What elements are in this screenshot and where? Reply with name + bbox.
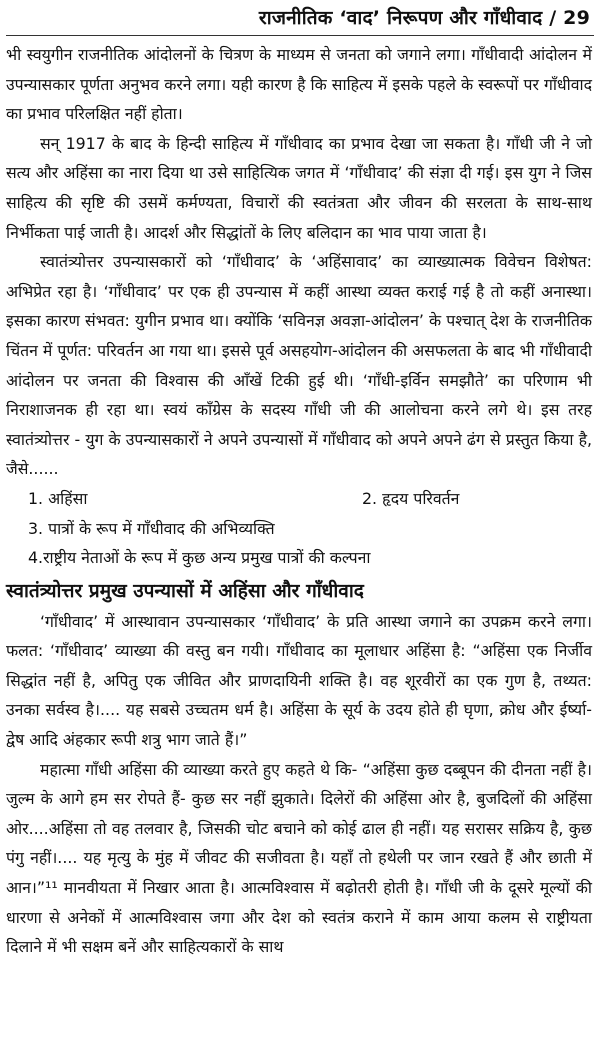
list-item: 1. अहिंसा <box>28 488 88 508</box>
paragraph: सन् 1917 के बाद के हिन्दी साहित्य में गाँधीवाद का प्रभाव देखा जा सकता है। गाँधी जी ने जो सत्य और अहिंसा का नारा दिया था उसे साहित्यिक जगत में ‘गाँधीवाद’ की संज्ञा दी गई। इस युग ने जिस साहित्य की सृष्टि की उसमें कर्मण्यता, विचारों की स्वतंत्रता और जीवन की सरलता के साथ-साथ निर्भीकता पाई जाती है। आदर्श और सिद्धांतों के लिए बलिदान का भाव पाया जाता है। <box>6 133 592 242</box>
paragraph: स्वातंत्र्योत्तर उपन्यासकारों को ‘गाँधीवाद’ के ‘अहिंसावाद’ का व्याख्यात्मक विवेचन विशेषत: अभिप्रेत रहा है। ‘गाँधीवाद’ पर एक ही उपन्यास में कहीं आस्था व्यक्त कराई गई है तो कहीं अनास्था। इसका कारण संभवत: युगीन प्रभाव था। क्योंकि ‘सविनज्ञ अवज्ञा-आंदोलन’ के पश्चात् देश के राजनीतिक चिंतन में पूर्णत: परिवर्तन आ गया था। इससे पूर्व असहयोग-आंदोलन की असफलता के बाद भी गाँधीवादी आंदोलन पर जनता की विश्वास की आँखें टिकी हुई थी। ‘गाँधी-इर्विन समझौते’ का परिणाम भी निराशाजनक ही रहा था। स्वयं काँग्रेस के सदस्य गाँधी जी की आलोचना करने लगे थे। इस तरह स्वातंत्र्योत्तर - युग के उपन्यासकारों ने अपने उपन्यासों में गाँधीवाद को अपने अपने ढंग से प्रस्तुत किया है, जैसे...... <box>6 252 592 479</box>
list-item: 3. पात्रों के रूप में गाँधीवाद की अभिव्यक्ति <box>28 518 275 538</box>
running-title: राजनीतिक ‘वाद’ निरूपण और गाँधीवाद <box>258 7 543 29</box>
title-separator: / <box>549 7 557 29</box>
page-number: 29 <box>563 7 590 29</box>
list-row <box>6 484 592 514</box>
list-item: 2. हृदय परिवर्तन <box>362 488 460 508</box>
header-rule <box>6 35 594 36</box>
paragraph: महात्मा गाँधी अहिंसा की व्याख्या करते हुए कहते थे कि- “अहिंसा कुछ दब्बूपन की दीनता नहीं है। जुल्म के आगे हम सर रोपते हैं- कुछ सर नहीं झुकाते। दिलेरों की अहिंसा ओर है, बुजदिलों की अहिंसा ओर....अहिंसा तो वह तलवार है, जिसकी चोट बचाने को कोई ढाल ही नहीं। यह सरासर सक्रिय है, कुछ पंगु नहीं।.... यह मृत्यु के मुंह में जीवट की सजीवता है। यहाँ तो हथेली पर जान रखते हैं और छाती में आन।”¹¹ मानवीयता में निखार आता है। आत्मविश्वास में बढ़ोतरी होती है। गाँधी जी के दूसरे मूल्यों की धारणा से अनेकों में आत्मविश्वास जगा और देश को स्वतंत्र कराने में काम आया कलम से राष्ट्रीयता दिलाने में भी सक्षम बनें और साहित्यकारों के साथ <box>6 759 592 957</box>
list-item: 4.राष्ट्रीय नेताओं के रूप में कुछ अन्य प्रमुख पात्रों की कल्पना <box>28 548 371 568</box>
section-heading: स्वातंत्र्योत्तर प्रमुख उपन्यासों में अहिंसा और गाँधीवाद <box>6 579 364 602</box>
paragraph: ‘गाँधीवाद’ में आस्थावान उपन्यासकार ‘गाँधीवाद’ के प्रति आस्था जगाने का उपक्रम करने लगा। फलत: ‘गाँधीवाद’ व्याख्या की वस्तु बन गयी। गाँधीवाद का मूलाधार अहिंसा है: “अहिंसा एक निर्जीव सिद्धांत नहीं है, अपितु एक जीवित और प्राणदायिनी शक्ति है। वह शूरवीरों का एक गुण है, तथ्यत: उनका सर्वस्व है।.... यह सबसे उच्चतम धर्म है। अहिंसा के सूर्य के उदय होते ही घृणा, क्रोध और ईर्ष्या-द्वेष आदि अंहकार रूपी शत्रु भाग जाते हैं।” <box>6 611 592 750</box>
running-header <box>259 4 590 30</box>
body-text <box>6 40 592 962</box>
paragraph: भी स्वयुगीन राजनीतिक आंदोलनों के चित्रण के माध्यम से जनता को जगाने लगा। गाँधीवादी आंदोलन में उपन्यासकार पूर्णता अनुभव करने लगा। यही कारण है कि साहित्य में इसके पहले के स्वरूपों पर गाँधीवाद का प्रभाव परिलक्षित नहीं होता। <box>6 45 592 124</box>
